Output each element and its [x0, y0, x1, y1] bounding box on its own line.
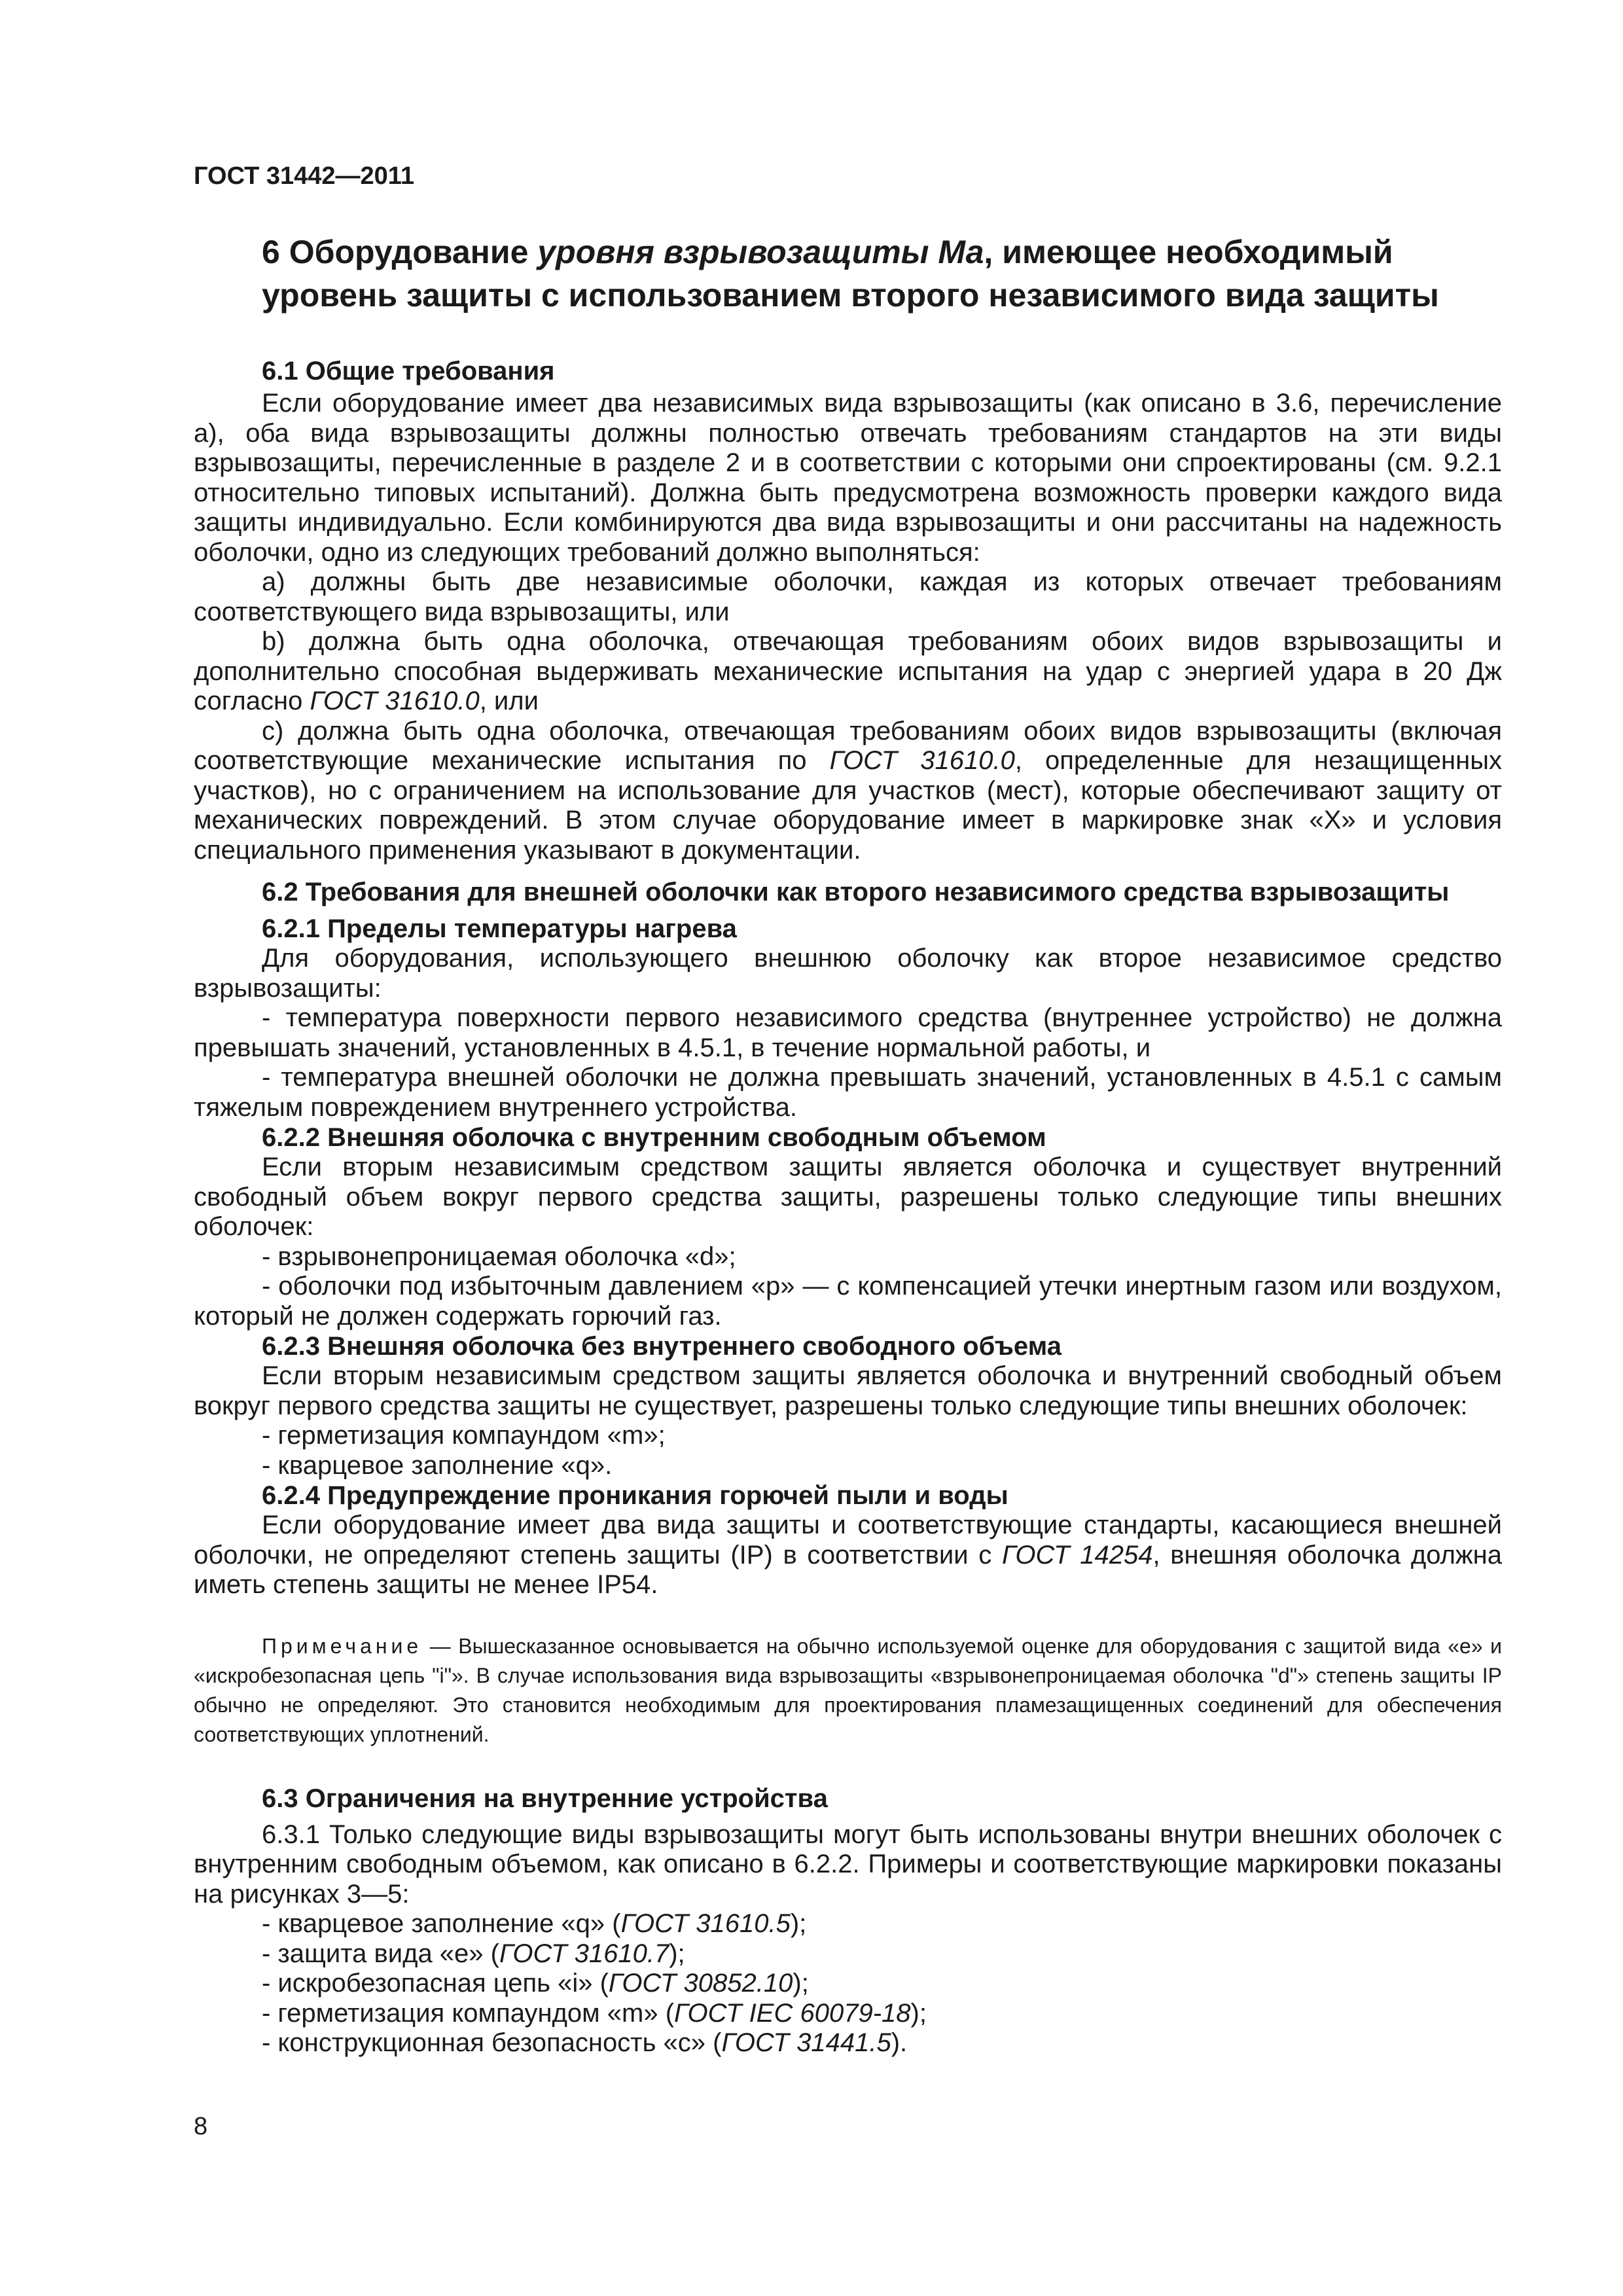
paragraph-text-end: , внешняя оболочка должна иметь степень защиты не менее IP54. — [194, 1540, 1502, 1599]
list-item-end: ). — [891, 2028, 908, 2057]
list-item — [194, 1969, 1502, 1999]
list-item-c-end: , определенные для незащищенных участков), но с ограничением на использование для участков (мест), которые обеспечивают защиту от механических повреждений. В этом случае оборудование имеет в маркировке знак «Х» и условия специального применения указывают в документации. — [194, 746, 1502, 865]
list-item-end: ); — [910, 1998, 927, 2028]
heading-6-2-3: 6.2.3 Внешняя оболочка без внутреннего свободного объема — [262, 1332, 1061, 1361]
standard-reference: ГОСТ 31610.7 — [499, 1939, 669, 1968]
standard-reference: ГОСТ 14254 — [1002, 1540, 1153, 1570]
standard-reference: ГОСТ 31610.5 — [620, 1909, 791, 1938]
page-content — [194, 230, 1502, 2058]
list-item: - кварцевое заполнение «q». — [262, 1450, 613, 1480]
list-item-b — [194, 627, 1502, 717]
list-item-text: - искробезопасная цепь «i» ( — [262, 1969, 609, 1998]
list-item — [194, 2028, 1502, 2058]
list-item — [194, 1939, 1502, 1969]
list-item-end: ); — [669, 1939, 685, 1968]
list-item: - герметизация компаундом «m»; — [262, 1421, 666, 1450]
heading-6-1: 6.1 Общие требования — [262, 357, 555, 386]
paragraph-6-1: Если оборудование имеет два независимых вида взрывозащиты (как описано в 3.6, перечисление а), оба вида взрывозащиты должны полностью отвечать требованиям стандартов на эти виды взрывозащиты, перечисленные в разделе 2 и в соответствии с которыми они спроектированы (см. 9.2.1 относительно типовых испытаний). Должна быть предусмотрена возможность проверки каждого вида защиты индивидуально. Если комбинируются два вида взрывозащиты и они рассчитаны на надежность оболочки, одно из следующих требований должно выполняться: — [194, 389, 1502, 567]
list-item — [194, 1999, 1502, 2029]
list-item: - температура поверхности первого независимого средства (внутреннее устройство) не должна превышать значений, установленных в 4.5.1, в течение нормальной работы, и — [194, 1003, 1502, 1062]
list-item-b-end: , или — [479, 687, 539, 715]
heading-6-2-1: 6.2.1 Пределы температуры нагрева — [262, 914, 737, 943]
list-item-c — [194, 717, 1502, 866]
standard-reference: ГОСТ 31441.5 — [721, 2028, 891, 2057]
note-text: — Вышесказанное основывается на обычно используемой оценке для оборудования с защитой вида «е» и «искробезопасная цепь "i"». В случае использования вида взрывозащиты «взрывонепроницаемая оболочка "d"» степень защиты IP обычно не определяют. Это становится необходимым для проектирования пламезащищенных соединений для обеспечения соответствующих уплотнений. — [194, 1634, 1503, 1746]
list-item-b-text: b) должна быть одна оболочка, отвечающая требованиям обоих видов взрывозащиты и дополнительно способная выдерживать механические испытания на удар с энергией удара в 20 Дж согласно — [194, 627, 1502, 715]
list-item: - температура внешней оболочки не должна превышать значений, установленных в 4.5.1 с самым тяжелым повреждением внутреннего устройства. — [194, 1063, 1502, 1122]
heading-6-3: 6.3 Ограничения на внутренние устройства — [262, 1784, 828, 1813]
list-item-text: - конструкционная безопасность «с» ( — [262, 2028, 722, 2057]
list-item-end: ); — [790, 1909, 807, 1938]
paragraph-6-2-2: Если вторым независимым средством защиты является оболочка и существует внутренний свободный объем вокруг первого средства защиты, разрешены только следующие типы внешних оболочек: — [194, 1153, 1502, 1241]
standard-reference: ГОСТ 30852.10 — [608, 1969, 793, 1998]
list-item-text: - герметизация компаундом «m» ( — [262, 1998, 675, 2028]
list-item — [194, 1909, 1502, 1939]
heading-6-2: 6.2 Требования для внешней оболочки как второго независимого средства взрывозащиты — [262, 878, 1450, 906]
list-item-text: - кварцевое заполнение «q» ( — [262, 1909, 621, 1938]
section-6-title — [262, 230, 1502, 317]
document-code: ГОСТ 31442—2011 — [194, 162, 414, 190]
note — [194, 1632, 1502, 1749]
section-6-title-text: 6 Оборудование — [262, 234, 538, 270]
paragraph-6-3-1: 6.3.1 Только следующие виды взрывозащиты могут быть использованы внутри внешних оболочек с внутренним свободным объемом, как описано в 6.2.2. Примеры и соответствующие маркировки показаны на рисунках 3—5: — [194, 1820, 1502, 1909]
list-item-end: ); — [793, 1969, 809, 1998]
heading-6-2-4: 6.2.4 Предупреждение проникания горючей пыли и воды — [262, 1481, 1008, 1510]
paragraph-6-2-4 — [194, 1511, 1502, 1600]
list-item-c-text: с) должна быть одна оболочка, отвечающая требованиям обоих видов взрывозащиты (включая соответствующие механические испытания по — [194, 716, 1502, 775]
paragraph-text: Если оборудование имеет два вида защиты и соответствующие стандарты, касающиеся внешней оболочки, не определяют степень защиты (IP) в соответствии с — [194, 1511, 1502, 1570]
paragraph-6-2-3: Если вторым независимым средством защиты является оболочка и внутренний свободный объем вокруг первого средства защиты не существует, разрешены только следующие типы внешних оболочек: — [194, 1361, 1502, 1420]
standard-reference: ГОСТ 31610.0 — [829, 746, 1015, 775]
page-number: 8 — [194, 2113, 208, 2140]
paragraph-6-2-1: Для оборудования, использующего внешнюю оболочку как второе независимое средство взрывозащиты: — [194, 944, 1502, 1003]
standard-reference: ГОСТ 31610.0 — [310, 687, 480, 715]
heading-6-2-2: 6.2.2 Внешняя оболочка с внутренним свободным объемом — [262, 1123, 1046, 1152]
section-6-title-italic: уровня взрывозащиты Ма — [537, 234, 984, 270]
standard-reference: ГОСТ IEC 60079-18 — [674, 1998, 911, 2028]
list-item-text: - защита вида «е» ( — [262, 1939, 499, 1968]
list-item-a: а) должны быть две независимые оболочки, каждая из которых отвечает требованиям соответствующего вида взрывозащиты, или — [194, 567, 1502, 626]
list-item: - оболочки под избыточным давлением «р» — с компенсацией утечки инертным газом или воздухом, который не должен содержать горючий газ. — [194, 1272, 1502, 1331]
protection-types-list — [194, 1909, 1502, 2058]
note-label: Примечание — [262, 1634, 423, 1658]
section-6-title-text-end: , имеющее необходимый уровень защиты с использованием второго независимого вида защиты — [262, 234, 1439, 314]
list-item: - взрывонепроницаемая оболочка «d»; — [262, 1242, 736, 1271]
